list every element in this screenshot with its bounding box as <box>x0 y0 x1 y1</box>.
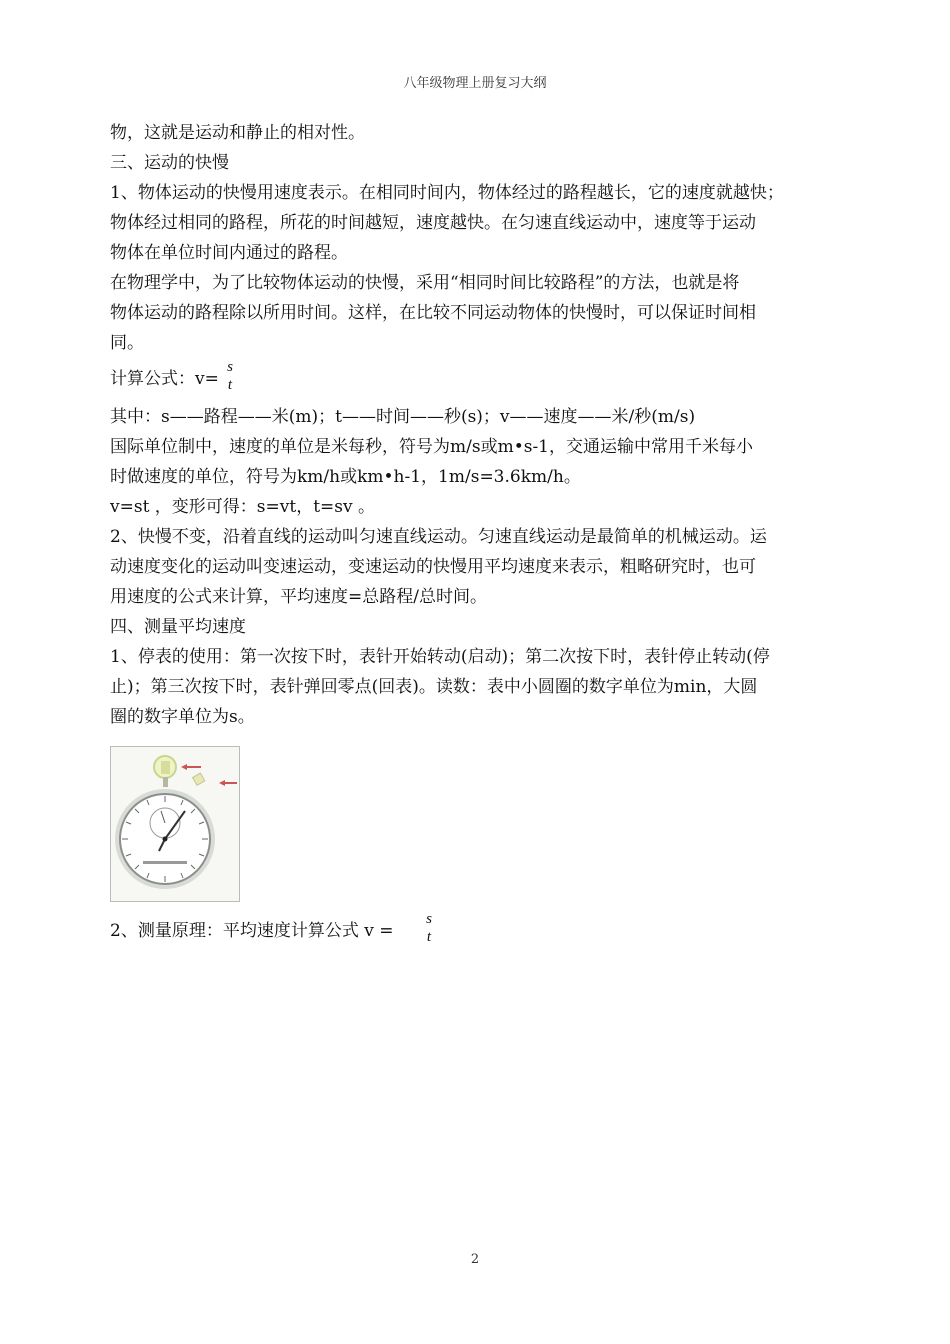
text-line: 物体经过相同的路程，所花的时间越短，速度越快。在匀速直线运动中，速度等于运动 <box>110 213 756 233</box>
text-line: 止)；第三次按下时，表针弹回零点(回表)。读数：表中小圆圈的数字单位为min，大圆 <box>110 677 758 697</box>
fraction-denominator: t <box>227 377 233 393</box>
fraction-denominator: t <box>426 929 432 945</box>
text-line: 圈的数字单位为s。 <box>110 707 255 727</box>
text-line: 在物理学中，为了比较物体运动的快慢，采用“相同时间比较路程”的方法，也就是将 <box>110 273 740 293</box>
text-line: 用速度的公式来计算，平均速度=总路程/总时间。 <box>110 587 487 607</box>
text-line: 同。 <box>110 333 144 353</box>
fraction <box>423 910 435 946</box>
fraction-numerator: s <box>426 911 432 927</box>
text-line: 1、停表的使用：第一次按下时，表针开始转动(启动)；第二次按下时，表针停止转动(停 <box>110 647 770 667</box>
speed-formula <box>110 358 845 402</box>
section-heading: 四、测量平均速度 <box>110 617 246 637</box>
stopwatch-icon <box>111 747 239 901</box>
text-line: 时做速度的单位，符号为km/h或km•h-1，1m/s=3.6km/h。 <box>110 467 581 487</box>
text-line: 1、物体运动的快慢用速度表示。在相同时间内，物体经过的路程越长，它的速度就越快； <box>110 183 784 203</box>
document-body <box>110 118 845 954</box>
section-heading: 三、运动的快慢 <box>110 153 229 173</box>
measurement-formula <box>110 910 845 954</box>
page-number: 2 <box>470 1252 480 1267</box>
text-line: 物体在单位时间内通过的路程。 <box>110 243 348 263</box>
page-header: 八年级物理上册复习大纲 <box>403 76 547 91</box>
text-line: v=st ，变形可得：s=vt，t=sv 。 <box>110 497 376 517</box>
formula-label: 计算公式：v= <box>110 369 219 389</box>
text-line: 物体运动的路程除以所用时间。这样，在比较不同运动物体的快慢时，可以保证时间相 <box>110 303 756 323</box>
fraction-numerator: s <box>227 359 233 375</box>
text-line: 2、快慢不变，沿着直线的运动叫匀速直线运动。匀速直线运动是最简单的机械运动。运 <box>110 527 767 547</box>
text-line: 其中：s——路程——米(m)；t——时间——秒(s)；v——速度——米/秒(m/s) <box>110 407 696 427</box>
formula-label: 2、测量原理：平均速度计算公式 v = <box>110 921 394 941</box>
fraction <box>224 358 236 394</box>
text-line: 国际单位制中，速度的单位是米每秒，符号为m/s或m•s-1，交通运输中常用千米每小 <box>110 437 754 457</box>
text-line: 动速度变化的运动叫变速运动，变速运动的快慢用平均速度来表示，粗略研究时，也可 <box>110 557 756 577</box>
text-line: 物，这就是运动和静止的相对性。 <box>110 123 365 143</box>
stopwatch-image <box>110 746 240 902</box>
